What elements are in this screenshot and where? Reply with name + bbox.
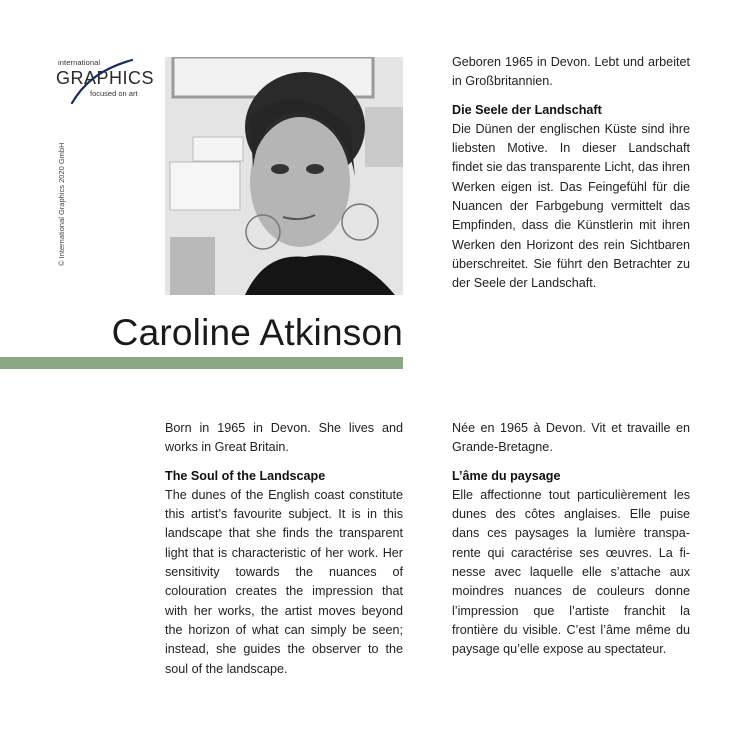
accent-bar [0,357,403,369]
artist-name: Caroline Atkinson [111,312,403,353]
french-body: Elle affectionne tout particulièrement les dunes des côtes anglaises. Elle puise dans ces paysages la lumière transparente qui caractérise ses œuvres. La finesse avec laquelle elle s’attache aux moindres nuances de couleurs donne l’impression que l’artiste franchit la frontière du visible. C’est l’âme même du paysage qu’elle expose au spectateur. [452,487,690,657]
german-text-column [452,53,690,294]
english-heading: The Soul of the Landscape [165,468,326,483]
portrait-photo-icon [165,57,403,295]
german-heading: Die Seele der Landschaft [452,102,602,117]
french-heading: L’âme du paysage [452,468,561,483]
international-graphics-logo [52,56,155,104]
logo-main-text: GRAPHICS [56,68,155,88]
german-body: Die Dünen der englischen Küste sind ihre liebsten Motive. In dieser Landschaft findet sie das transparente Licht, das ihren Werken eigen ist. Das Feingefühl für die Nuancen der Farbgebung vermittelt das Empfinden, dass die Künstlerin mit ihren Werken den Horizont des rein Sichtbaren überschreitet. Sie führt den Betrachter zu der Seele der Landschaft. [452,121,690,291]
copyright-notice: © International Graphics 2020 GmbH [57,142,66,266]
english-text-column [165,419,403,679]
logo-top-text: international [58,58,101,67]
english-intro: Born in 1965 in Devon. She lives and works in Great Britain. [165,421,403,455]
french-intro: Née en 1965 à Devon. Vit et travaille en Grande-Bretagne. [452,421,690,455]
artist-portrait [165,57,403,295]
english-body: The dunes of the English coast constitute this artist’s favourite subject. It is in this landscape that she finds the transparent light that is characteristic of her work. Her sensitivity towards the nuances of colouration creates the impression that with her works, the artist moves beyond the horizon of what can simply be seen; instead, she guides the observer to the soul of the landscape. [165,487,403,676]
german-intro: Geboren 1965 in Devon. Lebt und arbeitet in Großbritannien. [452,55,690,89]
french-text-column [452,419,690,660]
logo-tagline: focused on art [90,89,138,98]
logo-swoosh-icon [52,56,140,104]
